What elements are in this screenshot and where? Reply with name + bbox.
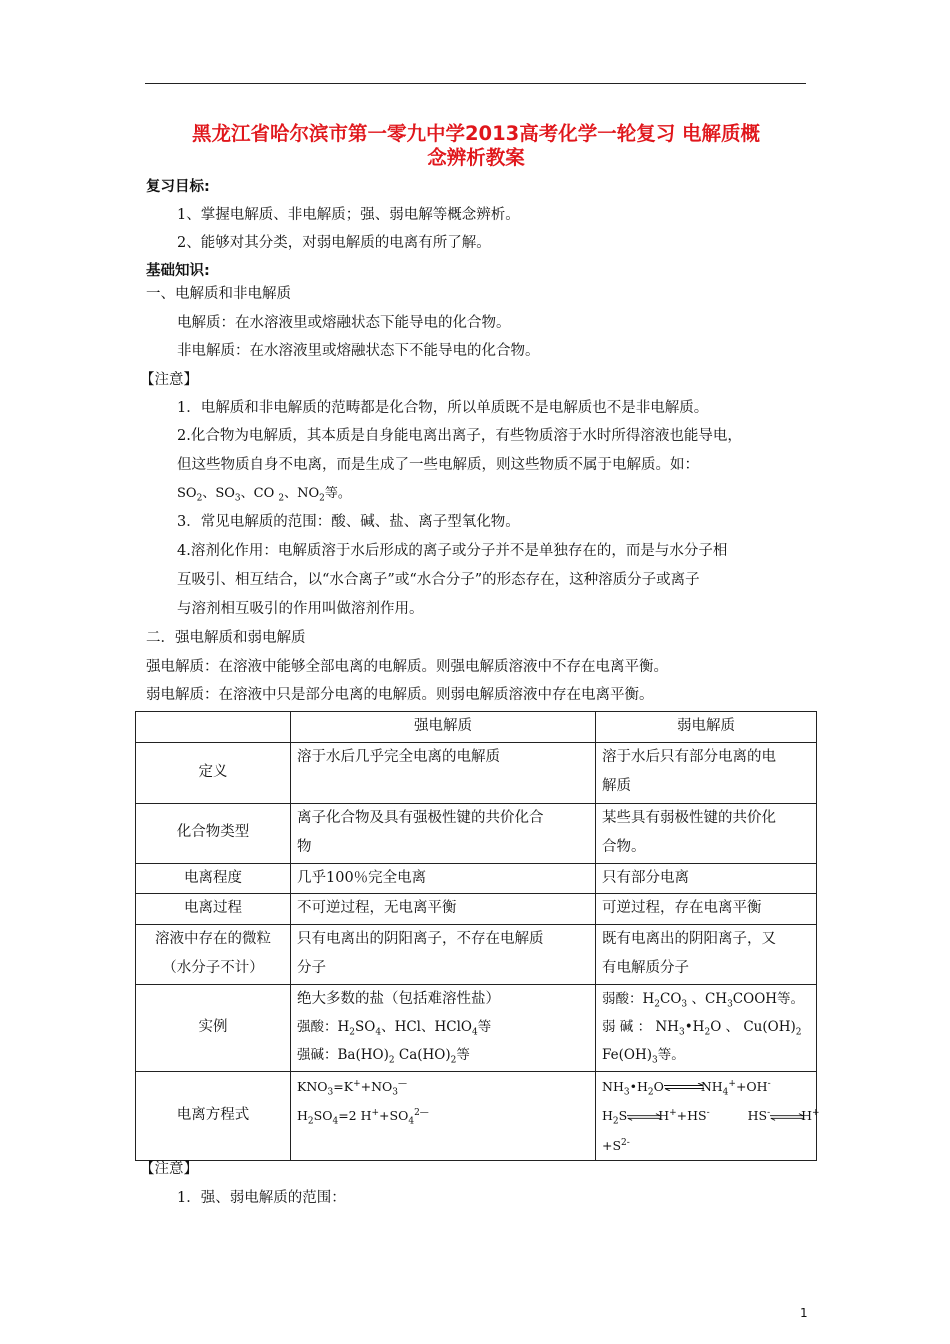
cell-strong-definition: 溶于水后几乎完全电离的电解质 (291, 742, 596, 803)
document-title (140, 122, 812, 170)
equilibrium-arrow-icon (770, 1113, 804, 1121)
row-label-compound-type: 化合物类型 (136, 803, 291, 863)
cell-weak-examples: 弱酸：$H_2CO_3$ 、$CH_3COOH$等。 弱 碱 ： $NH_3•H_2O$ 、 $Cu(OH)_2$ $Fe(OH)_3$等。 (596, 984, 817, 1071)
row-label-definition: 定义 (136, 742, 291, 803)
section1-title: 一、电解质和非电解质 (146, 286, 291, 302)
table-row (136, 742, 817, 803)
note2-heading: 【注意】 (140, 1161, 198, 1177)
strong-equation-1: $KNO_3=K^++NO_3^—$ (297, 1078, 408, 1097)
goal-item-2: 2、能够对其分类，对弱电解质的电离有所了解。 (177, 235, 491, 251)
cell-weak-equations (596, 1071, 820, 1161)
cell-weak-definition: 溶于水后只有部分电离的电 解质 (596, 742, 817, 803)
weak-equation-3: $+S^{2-}$ (602, 1137, 630, 1153)
table-row (136, 924, 817, 984)
weak-equation-2: $H_2S$ H++HS- HS- H+ (602, 1107, 820, 1127)
row-label-examples: 实例 (136, 984, 291, 1071)
row-label-particles: 溶液中存在的微粒 （水分子不计） (136, 924, 291, 984)
row-label-process: 电离过程 (136, 894, 291, 925)
cell-strong-process: 不可逆过程，无电离平衡 (291, 894, 596, 925)
cell-weak-process: 可逆过程，存在电离平衡 (596, 894, 817, 925)
cell-strong-examples: 绝大多数的盐（包括难溶性盐） 强酸：$H_2SO_4$、HCl、HClO$_4$等 强碱：$Ba(HO)_2$ $Ca(HO)_2$等 (291, 984, 596, 1071)
header-weak: 弱电解质 (596, 712, 817, 743)
strong-equation-2: $H_2SO_4=2$ $H^++SO_4^{2—}$ (297, 1107, 429, 1127)
table-row (136, 984, 817, 1071)
top-rule (145, 83, 806, 84)
section2-title: 二．强电解质和弱电解质 (146, 630, 306, 646)
note-4-line-2: 互吸引、相互结合，以“水合离子”或“水合分子”的形态存在，这种溶质分子或离子 (177, 572, 700, 588)
row-label-degree: 电离程度 (136, 863, 291, 894)
row-label-equations: 电离方程式 (136, 1071, 291, 1161)
equilibrium-arrow-icon (664, 1083, 704, 1091)
cell-strong-degree: 几乎100％完全电离 (291, 863, 596, 894)
comparison-table (135, 711, 820, 1161)
note-3: 3．常见电解质的范围：酸、碱、盐、离子型氧化物。 (177, 514, 520, 530)
weak-electrolyte-definition: 弱电解质：在溶液中只是部分电离的电解质。则弱电解质溶液中存在电离平衡。 (146, 687, 654, 703)
table-row (136, 1071, 817, 1161)
title-line-2: 念辨析教案 (427, 146, 525, 169)
note-4-line-1: 4.溶剂化作用：电解质溶于水后形成的离子或分子并不是单独存在的，而是与水分子相 (177, 543, 728, 559)
equilibrium-arrow-icon (627, 1113, 661, 1121)
note-2-line-1: 2.化合物为电解质，其本质是自身能电离出离子，有些物质溶于水时所得溶液也能导电， (177, 428, 742, 444)
page-number: 1 (800, 1306, 808, 1320)
cell-weak-particles: 既有电离出的阴阳离子，又 有电解质分子 (596, 924, 817, 984)
weak-equation-1: $NH_3•H_2O$ $NH_4^++OH^-$ (602, 1078, 771, 1097)
cell-strong-particles: 只有电离出的阴阳离子，不存在电解质 分子 (291, 924, 596, 984)
table-header-row (136, 712, 817, 743)
title-line-1: 黑龙江省哈尔滨市第一零九中学2013高考化学一轮复习 电解质概 (191, 122, 761, 145)
goal-item-1: 1、掌握电解质、非电解质；强、弱电解等概念辨析。 (177, 207, 520, 223)
table-row (136, 803, 817, 863)
table-corner-cell (136, 712, 291, 743)
note-2-line-3: $SO_2$、$SO_3$、CO $_2$、$NO_2$等。 (177, 486, 351, 504)
note-heading: 【注意】 (140, 372, 198, 388)
cell-weak-compound-type: 某些具有弱极性键的共价化 合物。 (596, 803, 817, 863)
goals-heading: 复习目标: (146, 179, 210, 195)
cell-strong-compound-type: 离子化合物及具有强极性键的共价化合 物 (291, 803, 596, 863)
table-row (136, 894, 817, 925)
table-row (136, 863, 817, 894)
cell-weak-degree: 只有部分电离 (596, 863, 817, 894)
basics-heading: 基础知识: (146, 263, 210, 279)
cell-strong-equations (291, 1071, 596, 1161)
note-1: 1．电解质和非电解质的范畴都是化合物，所以单质既不是电解质也不是非电解质。 (177, 400, 709, 416)
strong-electrolyte-definition: 强电解质：在溶液中能够全部电离的电解质。则强电解质溶液中不存在电离平衡。 (146, 659, 668, 675)
electrolyte-definition: 电解质：在水溶液里或熔融状态下能导电的化合物。 (177, 315, 511, 331)
nonelectrolyte-definition: 非电解质：在水溶液里或熔融状态下不能导电的化合物。 (177, 343, 540, 359)
header-strong: 强电解质 (291, 712, 596, 743)
note-2-line-2: 但这些物质自身不电离，而是生成了一些电解质，则这些物质不属于电解质。如： (177, 457, 699, 473)
note-4-line-3: 与溶剂相互吸引的作用叫做溶剂作用。 (177, 601, 424, 617)
note2-item-1: 1．强、弱电解质的范围： (177, 1190, 346, 1206)
